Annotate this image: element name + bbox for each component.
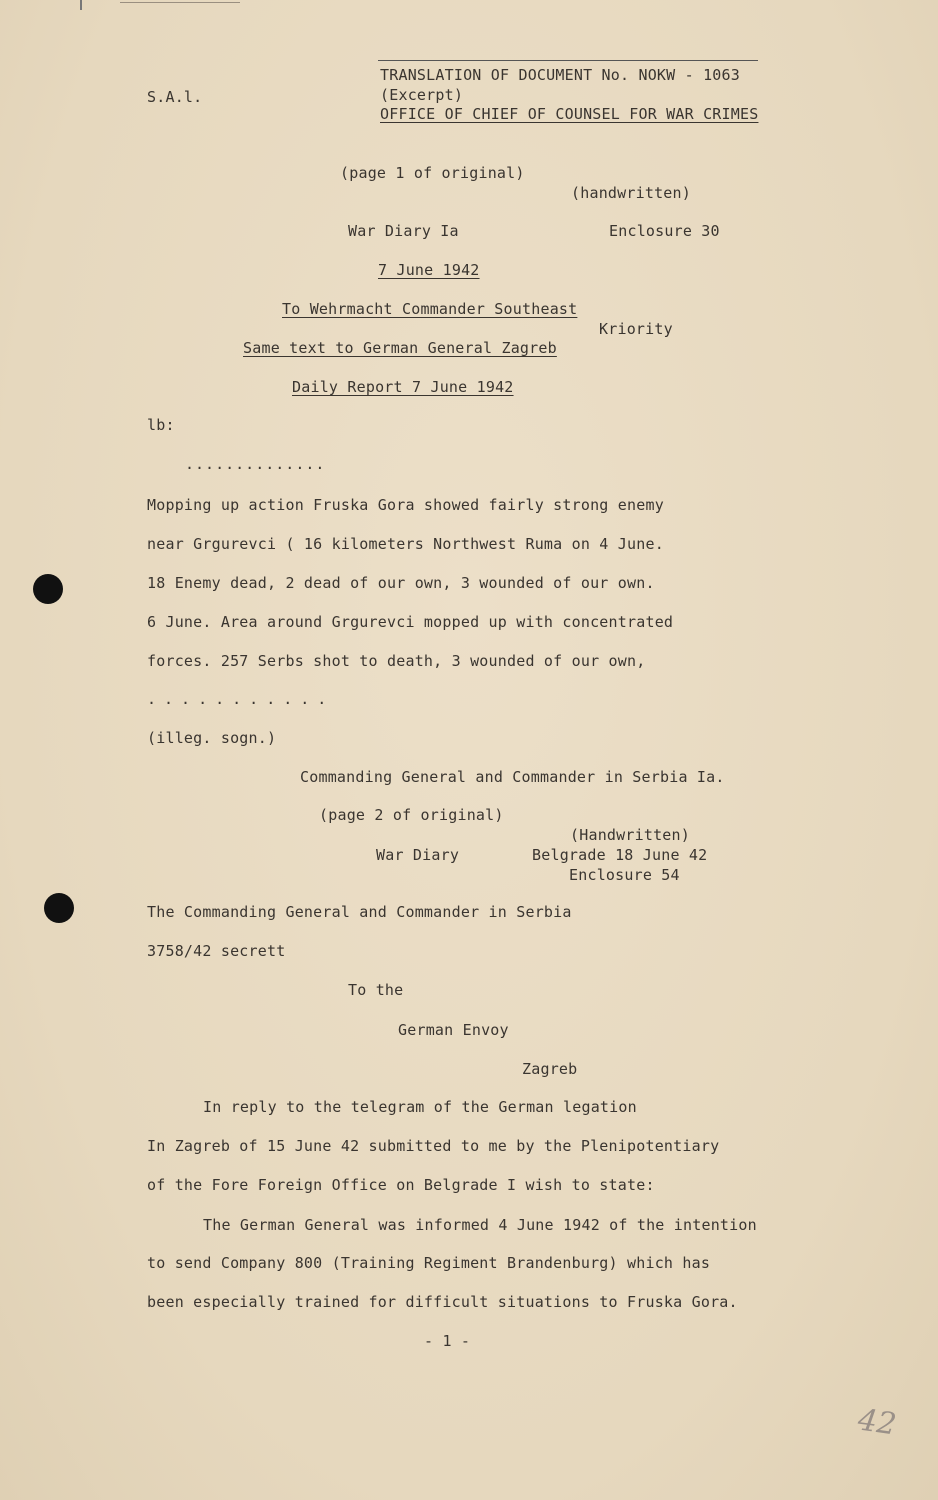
page2-sender: The Commanding General and Commander in Serbia [147,903,572,921]
page2-body-line: of the Fore Foreign Office on Belgrade I wish to state: [147,1176,655,1194]
header-office: OFFICE OF CHIEF OF COUNSEL FOR WAR CRIMES [380,105,759,123]
header-excerpt: (Excerpt) [380,86,464,104]
top-edge-mark [80,0,82,10]
top-edge-line [120,2,240,3]
page2-city: Zagreb [522,1060,578,1078]
page1-ellipsis-top: .............. [185,455,326,473]
page1-war-diary: War Diary Ia [348,222,459,240]
page2-note: (page 2 of original) [319,806,504,824]
page1-date: 7 June 1942 [378,261,480,279]
page1-body-line: 18 Enemy dead, 2 dead of our own, 3 wounded of our own. [147,574,655,592]
page1-ellipsis-bottom: ........... [147,690,335,708]
page1-daily-report: Daily Report 7 June 1942 [292,378,514,396]
page1-signer: Commanding General and Commander in Serbia Ia. [300,768,725,786]
page2-recipient: German Envoy [398,1021,509,1039]
page1-note: (page 1 of original) [340,164,525,182]
page-number: - 1 - [424,1332,471,1350]
punch-hole-lower [44,893,74,923]
page1-addressee: To Wehrmacht Commander Southeast [282,300,578,318]
page1-body-line: forces. 257 Serbs shot to death, 3 wounded of our own, [147,652,646,670]
page1-body-line: Mopping up action Fruska Gora showed fairly strong enemy [147,496,664,514]
page1-priority: Kriority [599,320,673,338]
header-rule-top [378,60,758,61]
page2-body-line: been especially trained for difficult situations to Fruska Gora. [147,1293,738,1311]
handwritten-page-number: 42 [855,1402,899,1443]
page2-enclosure: Enclosure 54 [569,866,680,884]
page1-same-text: Same text to German General Zagreb [243,339,557,357]
page2-reference: 3758/42 secrett [147,942,286,960]
page2-handwritten-note: (Handwritten) [570,826,690,844]
page1-body-line: 6 June. Area around Grgurevci mopped up with concentrated [147,613,674,631]
page1-body-line: near Grgurevci ( 16 kilometers Northwest Ruma on 4 June. [147,535,664,553]
page2-place-date: Belgrade 18 June 42 [532,846,708,864]
header-translation-title: TRANSLATION OF DOCUMENT No. NOKW - 1063 [380,66,740,84]
page2-to: To the [348,981,404,999]
page2-war-diary: War Diary [376,846,460,864]
page2-body-line: In reply to the telegram of the German legation [203,1098,637,1116]
page1-section-label: lb: [147,416,175,434]
page2-body-line: to send Company 800 (Training Regiment Brandenburg) which has [147,1254,711,1272]
page1-enclosure: Enclosure 30 [609,222,720,240]
punch-hole-upper [33,574,63,604]
page1-signature: (illeg. sogn.) [147,729,277,747]
header-initials: S.A.l. [147,88,203,106]
page2-body-line: The German General was informed 4 June 1942 of the intention [203,1216,757,1234]
page2-body-line: In Zagreb of 15 June 42 submitted to me by the Plenipotentiary [147,1137,720,1155]
page1-handwritten-note: (handwritten) [571,184,691,202]
